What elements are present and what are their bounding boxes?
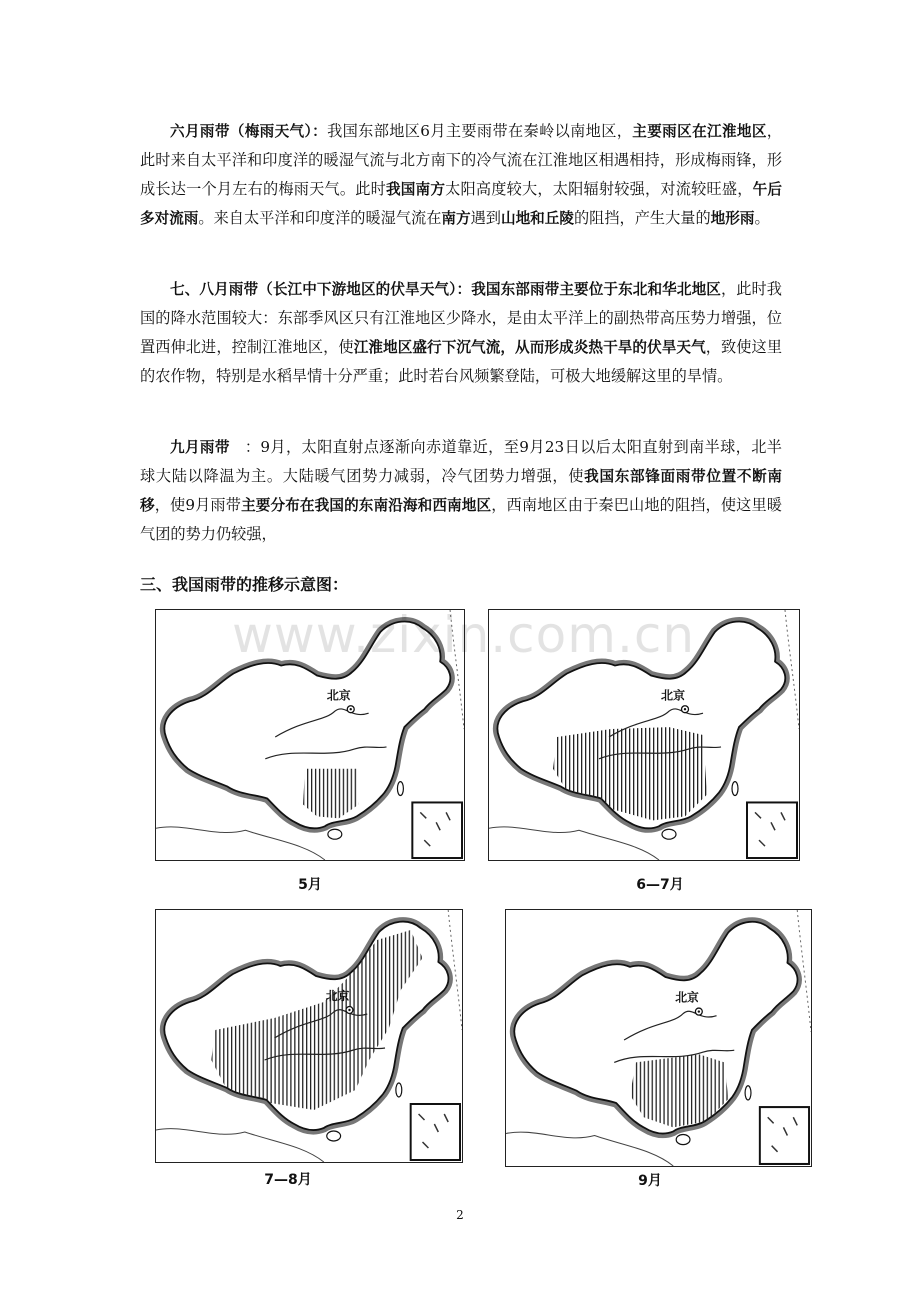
neighbor-border xyxy=(156,827,325,860)
china-outline-map xyxy=(506,910,811,1166)
map-caption-may: 5月 xyxy=(298,877,322,893)
taiwan-island xyxy=(397,782,403,796)
south-china-sea-inset xyxy=(412,802,462,858)
hainan-island xyxy=(662,829,676,839)
map-caption-july-august: 7—8月 xyxy=(264,1172,312,1188)
beijing-label: 北京 xyxy=(675,990,699,1005)
text-run: ，西南地区由于秦巴山地的阻挡，使这里暖气团的势力仍较强， xyxy=(140,496,782,543)
paragraph-july-august-rainband xyxy=(140,275,782,391)
bold-text-run: 南方 xyxy=(441,210,471,227)
bold-text-run: 午后多对流雨 xyxy=(140,181,782,227)
hainan-island xyxy=(676,1135,690,1145)
text-run: 太阳高度较大，太阳辐射较强，对流较旺盛， xyxy=(445,180,753,198)
text-run: 遇到 xyxy=(470,209,501,227)
section-heading: 三、我国雨带的推移示意图： xyxy=(140,575,349,594)
rain-zone-group xyxy=(553,727,707,820)
south-china-sea-inset xyxy=(747,802,797,858)
neighbor-border xyxy=(506,1132,673,1166)
text-run: ，此时来自太平洋和印度洋的暖湿气流与北方南下的冷气流在江淮地区相遇相持，形成梅雨锋，形成长达一个月左右的梅雨天气。此时 xyxy=(140,122,782,198)
taiwan-island xyxy=(396,1083,402,1097)
bold-text-run: 地形雨 xyxy=(710,210,755,227)
text-run: ，此时我国的降水范围较大：东部季风区只有江淮地区少降水，是由太平洋上的副热带高压势力增强，位置西伸北进，控制江淮地区，使 xyxy=(140,280,782,356)
beijing-label: 北京 xyxy=(661,688,685,703)
bold-text-run: 主要分布在我国的东南沿海和西南地区 xyxy=(241,497,492,514)
bold-text-run: 六月雨带（梅雨天气）： xyxy=(170,123,328,140)
neighbor-border xyxy=(489,827,659,860)
text-run: ，使9月雨带 xyxy=(154,496,242,514)
beijing-marker-dot xyxy=(350,708,352,710)
taiwan-island xyxy=(732,782,738,796)
bold-text-run: 我国东部锋面雨带位置不断南移 xyxy=(140,468,782,514)
bold-text-run: 山地和丘陵 xyxy=(500,210,574,227)
map-caption-september: 9月 xyxy=(638,1173,662,1189)
bold-text-run: 七、八月雨带（长江中下游地区的伏旱天气）：我国东部雨带主要位于东北和华北地区 xyxy=(170,281,721,298)
south-china-sea-inset xyxy=(411,1104,460,1160)
paragraph-june-rainband xyxy=(140,117,782,233)
south-china-sea-inset xyxy=(760,1107,809,1164)
rain-zone-hatching xyxy=(553,727,707,820)
page-number: 2 xyxy=(456,1208,464,1222)
bold-text-run: 我国南方 xyxy=(386,181,446,198)
beijing-marker-dot xyxy=(684,708,686,710)
bold-text-run: 九月雨带 xyxy=(170,439,245,456)
watermark: www.zixin.com.cn xyxy=(232,606,696,664)
paragraph-september-rainband xyxy=(140,433,782,549)
hainan-island xyxy=(328,829,342,839)
text-run: ，致使这里的农作物，特别是水稻旱情十分严重；此时若台风频繁登陆，可极大地缓解这里的旱情。 xyxy=(140,338,783,385)
taiwan-island xyxy=(745,1086,751,1100)
rainband-map-september xyxy=(505,909,812,1167)
map-caption-june-july: 6—7月 xyxy=(636,877,684,893)
text-run: 。来自太平洋和印度洋的暖湿气流在 xyxy=(198,209,442,227)
beijing-label: 北京 xyxy=(326,688,351,703)
text-run: 我国东部地区6月主要雨带在秦岭以南地区， xyxy=(327,122,633,140)
hainan-island xyxy=(327,1131,341,1141)
bold-text-run: 主要雨区在江淮地区 xyxy=(632,123,767,140)
rainband-map-july-august xyxy=(155,909,463,1163)
beijing-marker-dot xyxy=(348,1009,350,1011)
text-run: 的阻挡，产生大量的 xyxy=(573,209,711,227)
text-run: 。 xyxy=(754,209,770,227)
beijing-marker-dot xyxy=(698,1010,700,1012)
beijing-label: 北京 xyxy=(325,988,350,1004)
text-run: ：9月，太阳直射点逐渐向赤道靠近，至9月23日以后太阳直射到南半球，北半球大陆以降温为主。大陆暖气团势力减弱，冷气团势力增强，使 xyxy=(140,438,782,485)
bold-text-run: 江淮地区盛行下沉气流，从而形成炎热干旱的伏旱天气 xyxy=(353,339,706,356)
neighbor-border xyxy=(156,1129,324,1162)
china-outline-map xyxy=(156,910,462,1162)
